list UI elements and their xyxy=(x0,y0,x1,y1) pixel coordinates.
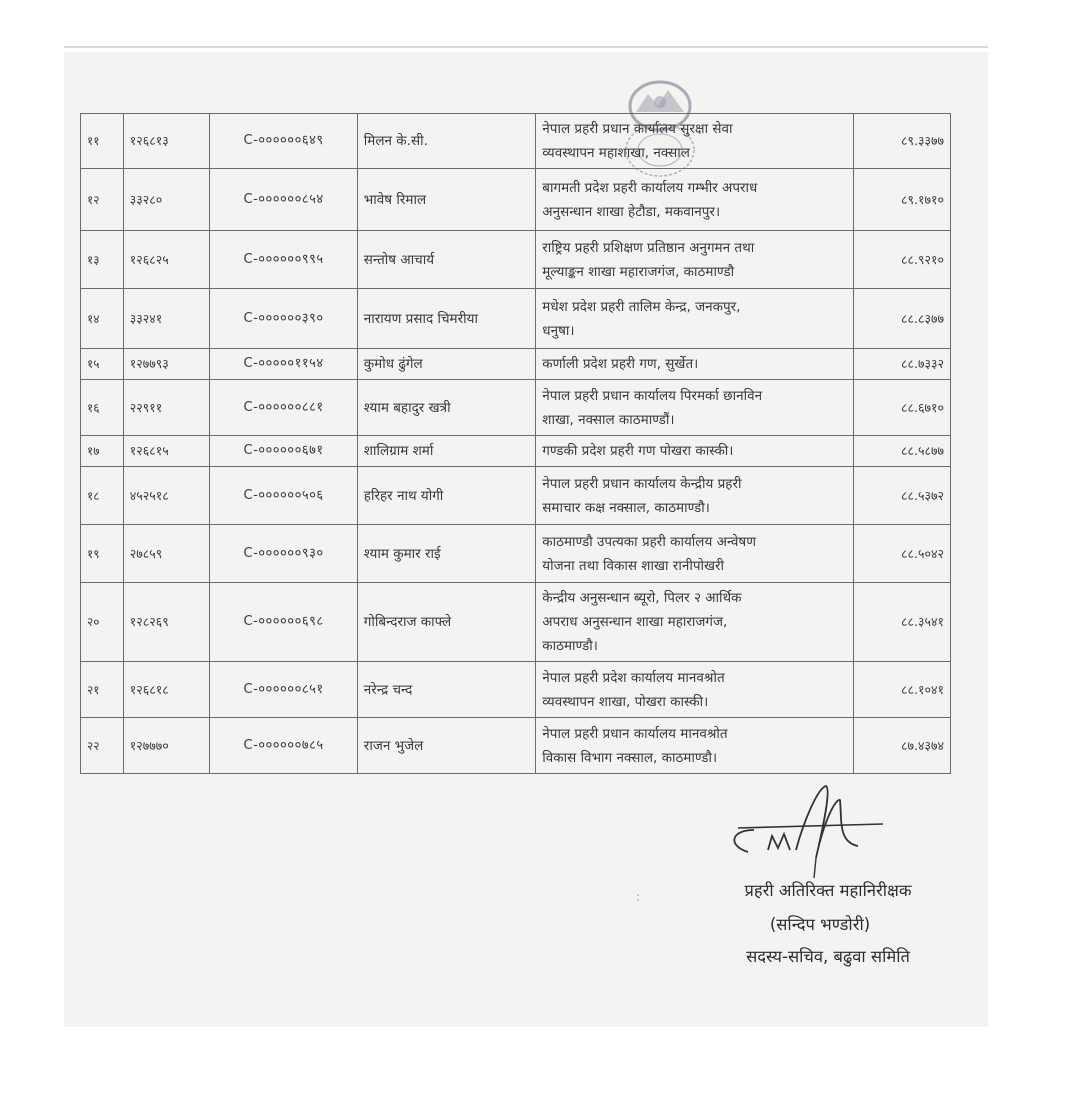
office-line: केन्द्रीय अनुसन्धान ब्यूरो, पिलर २ आर्थिक xyxy=(542,590,742,606)
roll-number: १२६८१३ xyxy=(123,114,210,169)
roll-number: १२६८१५ xyxy=(123,436,210,467)
roll-number: ३३२४१ xyxy=(123,289,210,349)
serial-number: २१ xyxy=(81,662,124,718)
serial-number: २२ xyxy=(81,718,124,774)
roll-number: १२७७७० xyxy=(123,718,210,774)
table-row xyxy=(81,436,951,467)
signatory-name: (सन्दिप भण्डोरी) xyxy=(769,915,871,934)
signature-block xyxy=(700,780,960,980)
serial-number: १२ xyxy=(81,169,124,231)
roll-number: २२९११ xyxy=(123,380,210,436)
candidate-name: गोबिन्दराज काफ्ले xyxy=(357,583,535,662)
score: ८८.५०४२ xyxy=(853,525,950,583)
office-cell xyxy=(536,380,853,436)
office-line: राष्ट्रिय प्रहरी प्रशिक्षण प्रतिष्ठान अनुगमन तथा xyxy=(542,239,755,256)
office-line: नेपाल प्रहरी प्रधान कार्यालय सुरक्षा सेवा xyxy=(542,121,733,137)
office-cell xyxy=(536,289,853,349)
table-row xyxy=(81,525,951,583)
score: ८९.१७१० xyxy=(853,169,950,231)
symbol-code: C-००००००३९० xyxy=(210,289,357,349)
candidate-name: भावेष रिमाल xyxy=(357,169,535,231)
roll-number: २७८५९ xyxy=(123,525,210,583)
score: ८८.६७१० xyxy=(853,380,950,436)
table-row xyxy=(81,662,951,718)
score: ८८.५८७७ xyxy=(853,436,950,467)
candidate-name: कुमोध ढुंगेल xyxy=(357,349,535,380)
office-cell xyxy=(536,436,853,467)
roll-number: १२८२६९ xyxy=(123,583,210,662)
roll-number: १२७७९३ xyxy=(123,349,210,380)
score: ८८.१०४१ xyxy=(853,662,950,718)
symbol-code: C-००००००७८५ xyxy=(210,718,357,774)
office-cell xyxy=(536,349,853,380)
office-line: व्यवस्थापन महाशाखा, नक्साल xyxy=(542,145,690,161)
office-cell xyxy=(536,467,853,525)
candidate-name: नरेन्द्र चन्द xyxy=(357,662,535,718)
office-cell xyxy=(536,169,853,231)
candidate-name: नारायण प्रसाद चिमरीया xyxy=(357,289,535,349)
symbol-code: C-००००००८५४ xyxy=(210,169,357,231)
serial-number: १६ xyxy=(81,380,124,436)
office-line: शाखा, नक्साल काठमाण्डौं। xyxy=(542,411,675,428)
symbol-code: C-००००००८८१ xyxy=(210,380,357,436)
table-row xyxy=(81,718,951,774)
symbol-code: C-०००००११५४ xyxy=(210,349,357,380)
candidate-name: हरिहर नाथ योगी xyxy=(357,467,535,525)
office-line: मूल्याङ्कन शाखा महाराजगंज, काठमाण्डौ xyxy=(542,263,735,280)
results-table xyxy=(80,113,951,774)
candidate-name: राजन भुजेल xyxy=(357,718,535,774)
office-line: कर्णाली प्रदेश प्रहरी गण, सुर्खेत। xyxy=(542,356,699,372)
score: ८८.९२१० xyxy=(853,231,950,289)
signatory-role: सदस्य-सचिव, बढुवा समिति xyxy=(746,947,910,966)
office-line: बागमती प्रदेश प्रहरी कार्यालय गम्भीर अपराध xyxy=(542,179,758,196)
signatory-title: प्रहरी अतिरिक्त महानिरीक्षक xyxy=(744,881,912,900)
roll-number: ३३२८० xyxy=(123,169,210,231)
table-row xyxy=(81,289,951,349)
table-row xyxy=(81,380,951,436)
office-cell xyxy=(536,231,853,289)
office-cell xyxy=(536,114,853,169)
serial-number: १८ xyxy=(81,467,124,525)
score: ८८.३५४१ xyxy=(853,583,950,662)
office-line: नेपाल प्रहरी प्रधान कार्यालय केन्द्रीय प्रहरी xyxy=(542,475,742,492)
table-row xyxy=(81,231,951,289)
serial-number: १५ xyxy=(81,349,124,380)
symbol-code: C-००००००९३० xyxy=(210,525,357,583)
table-row xyxy=(81,169,951,231)
roll-number: १२६८१८ xyxy=(123,662,210,718)
symbol-code: C-००००००९९५ xyxy=(210,231,357,289)
score: ८८.७३३२ xyxy=(853,349,950,380)
office-line: नेपाल प्रहरी प्रधान कार्यालय मानवश्रोत xyxy=(542,725,728,742)
stray-mark: : xyxy=(636,890,641,904)
serial-number: २० xyxy=(81,583,124,662)
office-cell xyxy=(536,525,853,583)
candidate-name: श्याम कुमार राई xyxy=(357,525,535,583)
office-line: काठमाण्डौ। xyxy=(542,638,598,654)
candidate-name: शालिग्राम शर्मा xyxy=(357,436,535,467)
symbol-code: C-००००००६४९ xyxy=(210,114,357,169)
table-row xyxy=(81,114,951,169)
office-cell xyxy=(536,662,853,718)
serial-number: १४ xyxy=(81,289,124,349)
table-row xyxy=(81,349,951,380)
office-cell xyxy=(536,718,853,774)
score: ८८.८३७७ xyxy=(853,289,950,349)
candidate-name: सन्तोष आचार्य xyxy=(357,231,535,289)
office-line: विकास विभाग नक्साल, काठमाण्डौ। xyxy=(542,749,718,766)
serial-number: ११ xyxy=(81,114,124,169)
office-cell xyxy=(536,583,853,662)
office-line: गण्डकी प्रदेश प्रहरी गण पोखरा कास्की। xyxy=(542,443,734,459)
symbol-code: C-००००००८५१ xyxy=(210,662,357,718)
top-rule xyxy=(64,46,988,48)
office-line: व्यवस्थापन शाखा, पोखरा कास्की। xyxy=(542,693,709,710)
table-row xyxy=(81,467,951,525)
office-line: मधेश प्रदेश प्रहरी तालिम केन्द्र, जनकपुर, xyxy=(542,298,741,315)
symbol-code: C-००००००५०६ xyxy=(210,467,357,525)
symbol-code: C-००००००६९८ xyxy=(210,583,357,662)
office-line: अपराध अनुसन्धान शाखा महाराजगंज, xyxy=(542,614,728,630)
office-line: योजना तथा विकास शाखा रानीपोखरी xyxy=(542,557,725,574)
candidate-name: मिलन के.सी. xyxy=(357,114,535,169)
office-line: धनुषा। xyxy=(542,322,575,339)
table-row xyxy=(81,583,951,662)
office-line: नेपाल प्रहरी प्रदेश कार्यालय मानवश्रोत xyxy=(542,669,725,686)
office-line: नेपाल प्रहरी प्रधान कार्यालय पिरमर्का छानविन xyxy=(542,387,763,404)
score: ८९.३३७७ xyxy=(853,114,950,169)
roll-number: १२६८२५ xyxy=(123,231,210,289)
roll-number: ४५२५१८ xyxy=(123,467,210,525)
office-line: अनुसन्धान शाखा हेटौडा, मकवानपुर। xyxy=(542,203,721,220)
score: ८७.४३७४ xyxy=(853,718,950,774)
office-line: समाचार कक्ष नक्साल, काठमाण्डौ। xyxy=(542,499,710,516)
score: ८८.५३७२ xyxy=(853,467,950,525)
symbol-code: C-००००००६७१ xyxy=(210,436,357,467)
serial-number: १७ xyxy=(81,436,124,467)
serial-number: १९ xyxy=(81,525,124,583)
office-line: काठमाण्डौ उपत्यका प्रहरी कार्यालय अन्वेषण xyxy=(542,533,756,550)
candidate-name: श्याम बहादुर खत्री xyxy=(357,380,535,436)
handwritten-signature xyxy=(708,780,888,880)
serial-number: १३ xyxy=(81,231,124,289)
